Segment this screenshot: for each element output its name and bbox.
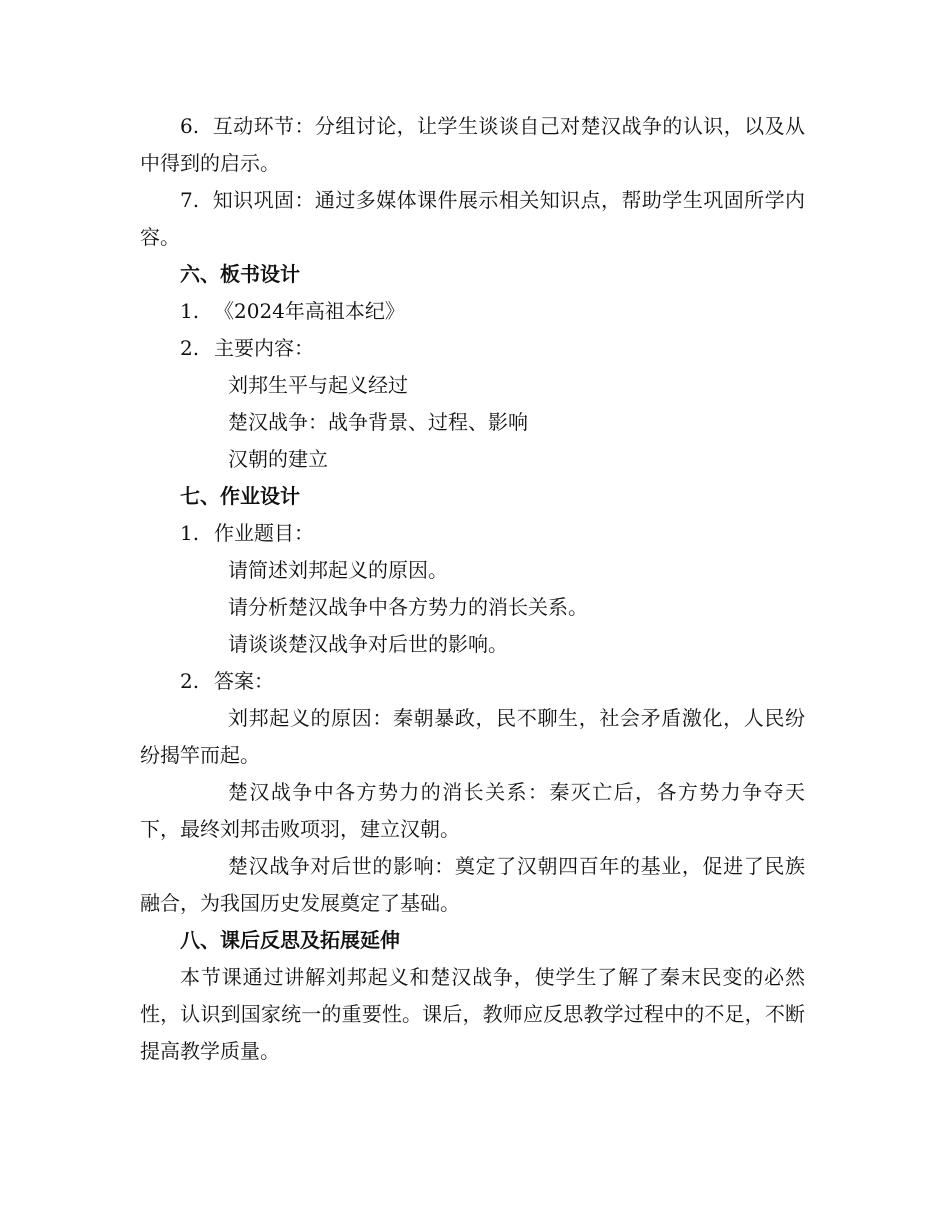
list-item-6 (140, 108, 805, 182)
sub-item: 刘邦生平与起义经过 (228, 373, 408, 397)
section-heading-homework: 七、作业设计 (180, 484, 300, 508)
list-item (140, 663, 805, 700)
reflection-paragraph: 本节课通过讲解刘邦起义和楚汉战争，使学生了解了秦末民变的必然性，认识到国家统一的重要性。课后，教师应反思教学过程中的不足，不断提高教学质量。 (140, 965, 805, 1063)
item-number: 1. (180, 521, 200, 545)
item-text: 互动环节：分组讨论，让学生谈谈自己对楚汉战争的认识，以及从中得到的启示。 (140, 114, 806, 175)
list-item (140, 293, 805, 330)
item-number: 7. (180, 188, 200, 212)
section-heading-blackboard: 六、板书设计 (180, 262, 300, 286)
question-item: 请简述刘邦起义的原因。 (228, 558, 448, 582)
answer-paragraph: 刘邦起义的原因：秦朝暴政，民不聊生，社会矛盾激化，人民纷纷揭竿而起。 (140, 706, 805, 767)
question-item: 请分析楚汉战争中各方势力的消长关系。 (228, 595, 588, 619)
list-item (140, 515, 805, 552)
item-text: 《2024年高祖本纪》 (214, 299, 405, 323)
document-page (140, 108, 805, 1070)
item-number: 1. (180, 299, 200, 323)
section-heading-reflection: 八、课后反思及拓展延伸 (180, 928, 400, 952)
item-number: 2. (180, 669, 200, 693)
item-text: 答案： (214, 669, 274, 693)
item-number: 6. (180, 114, 200, 138)
question-item: 请谈谈楚汉战争对后世的影响。 (228, 632, 508, 656)
sub-item: 汉朝的建立 (228, 447, 328, 471)
item-text: 知识巩固：通过多媒体课件展示相关知识点，帮助学生巩固所学内容。 (140, 188, 806, 249)
item-text: 主要内容： (214, 336, 314, 360)
item-number: 2. (180, 336, 200, 360)
item-text: 作业题目： (214, 521, 314, 545)
sub-item: 楚汉战争：战争背景、过程、影响 (228, 410, 528, 434)
list-item-7 (140, 182, 805, 256)
answer-paragraph: 楚汉战争对后世的影响：奠定了汉朝四百年的基业，促进了民族融合，为我国历史发展奠定了基础。 (140, 854, 805, 915)
list-item (140, 330, 805, 367)
answer-paragraph: 楚汉战争中各方势力的消长关系：秦灭亡后，各方势力争夺天下，最终刘邦击败项羽，建立汉朝。 (140, 780, 805, 841)
